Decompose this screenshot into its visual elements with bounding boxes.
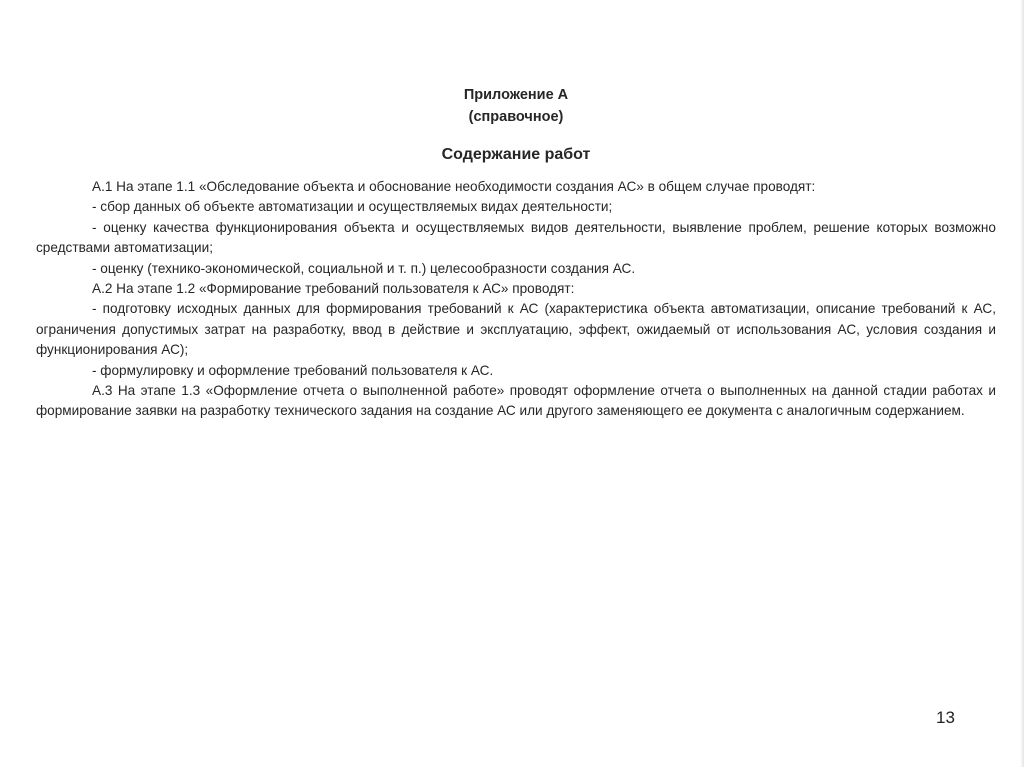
list-item: - оценку качества функционирования объекта и осуществляемых видов деятельности, выявление проблем, решение которых возможно средствами автоматизации; bbox=[36, 219, 996, 256]
document-body bbox=[36, 177, 996, 422]
section-title: Содержание работ bbox=[441, 146, 591, 163]
paragraph-a1: А.1 На этапе 1.1 «Обследование объекта и обоснование необходимости создания АС» в общем случае проводят: bbox=[92, 179, 816, 194]
list-item: - формулировку и оформление требований пользователя к АС. bbox=[92, 362, 494, 378]
paragraph-a2: А.2 На этапе 1.2 «Формирование требований пользователя к АС» проводят: bbox=[92, 281, 575, 297]
list-item: - оценку (технико-экономической, социальной и т. п.) целесообразности создания АС. bbox=[92, 260, 636, 276]
document-page bbox=[36, 84, 996, 422]
list-item: - подготовку исходных данных для формирования требований к АС (характеристика объекта автоматизации, описание требований к АС, ограничения допустимых затрат на разработку, ввод в действие и эксплуатацию, эффект, ожидаемый от использования АС, условия создания и функционирования АС); bbox=[36, 301, 996, 358]
appendix-title: Приложение А bbox=[463, 87, 569, 103]
list-item: - сбор данных об объекте автоматизации и осуществляемых видах деятельности; bbox=[92, 199, 613, 215]
slide-edge bbox=[1020, 0, 1024, 767]
appendix-subtitle: (справочное) bbox=[468, 109, 564, 125]
page-number: 13 bbox=[936, 708, 955, 727]
document-header bbox=[36, 84, 996, 166]
paragraph-a3: А.3 На этапе 1.3 «Оформление отчета о выполненной работе» проводят оформление отчета о выполненных на данной стадии работах и формирование заявки на разработку технического задания на создание АС или другого заменяющего ее документа с аналогичным содержанием. bbox=[36, 383, 996, 419]
